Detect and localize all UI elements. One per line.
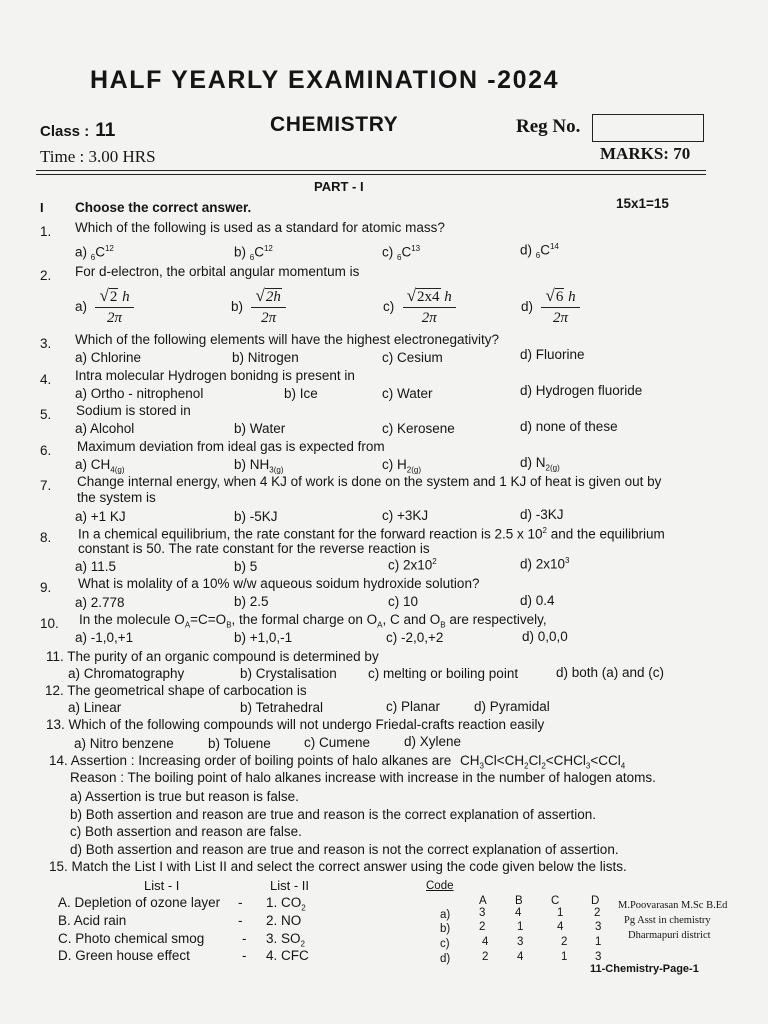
code-col-b: B	[515, 895, 523, 907]
list2-item-2: 2. NO	[266, 913, 302, 928]
code-cell: 3	[595, 951, 602, 963]
q6-option-b: b) $NH_{3(g)}$	[234, 457, 284, 475]
q4-option-c: c) Water	[382, 386, 433, 401]
q4-option-a: a) Ortho - nitrophenol	[75, 386, 204, 401]
class-label: Class :	[40, 123, 90, 140]
q13-option-a: a) Nitro benzene	[74, 736, 174, 751]
header-divider-thin	[36, 174, 706, 175]
q7-option-b: b) -5KJ	[234, 509, 278, 524]
list2-item-3: 3. $SO_2$	[266, 931, 305, 949]
q1-option-c: c) $_6C^{13}$	[382, 244, 421, 263]
code-cell: 4	[482, 936, 489, 948]
reg-no-label: Reg No.	[516, 116, 581, 137]
q1-option-d: d) $_6C^{14}$	[520, 242, 559, 261]
code-cell: 2	[561, 936, 568, 948]
q8-option-b: b) 5	[234, 559, 258, 574]
q2-option-c: c) $\frac{√2x4 h}{2\pi}$	[383, 286, 456, 328]
question-13-text: 13. Which of the following compounds will not undergo Friedal-crafts reaction easily	[46, 717, 545, 732]
q14-option-c: c) Both assertion and reason are false.	[70, 824, 302, 839]
code-col-c: C	[551, 895, 560, 907]
question-number: 2.	[40, 268, 52, 283]
q11-option-b: b) Crystalisation	[240, 666, 337, 681]
subject-title: CHEMISTRY	[270, 113, 399, 136]
q9-option-a: a) 2.778	[75, 595, 125, 610]
question-2-text: For d-electron, the orbital angular momentum is	[75, 264, 360, 279]
question-14-reason: Reason : The boiling point of halo alkanes increase with increase in the number of halogen atoms.	[70, 770, 656, 785]
code-cell: 3	[595, 921, 602, 933]
code-cell: 1	[517, 921, 524, 933]
code-header: Code	[426, 880, 454, 892]
question-number: 4.	[40, 372, 52, 387]
part-heading: PART - I	[314, 179, 364, 194]
q13-option-d: d) Xylene	[404, 734, 462, 749]
q6-option-d: d) $N_{2(g)}$	[520, 455, 560, 473]
code-cell: 1	[561, 951, 568, 963]
question-number: 5.	[40, 407, 52, 422]
code-cell: 2	[594, 907, 601, 919]
q5-option-a: a) Alcohol	[75, 421, 135, 436]
code-cell: 3	[517, 936, 524, 948]
code-row-label: d)	[440, 953, 451, 965]
author-title: Pg Asst in chemistry	[624, 915, 711, 926]
section-instruction: Choose the correct answer.	[75, 200, 252, 215]
question-number: 6.	[40, 443, 52, 458]
reg-no-box[interactable]	[592, 114, 704, 142]
question-5-text: Sodium is stored in	[76, 403, 191, 418]
question-8-text: In a chemical equilibrium, the rate constant for the forward reaction is 2.5 x $10^2$ and the equilibrium	[78, 526, 665, 542]
question-11-text: 11. The purity of an organic compound is determined by	[46, 649, 379, 664]
q5-option-c: c) Kerosene	[382, 421, 455, 436]
list2-item-1: 1. $CO_2$	[266, 895, 306, 913]
class-field	[40, 120, 115, 142]
q6-option-c: c) $H_{2(g)}$	[382, 457, 421, 475]
header-divider	[36, 170, 706, 171]
section-marks: 15x1=15	[616, 196, 669, 211]
question-14-assertion: 14. Assertion : Increasing order of boiling points of halo alkanes are $CH_3Cl<CH_2Cl_2<CHCl_3<CCl_4$	[49, 753, 626, 771]
q10-option-b: b) +1,0,-1	[234, 630, 293, 645]
list-dash: -	[242, 931, 247, 946]
time-label: Time : 3.00 HRS	[40, 147, 156, 166]
q1-option-b: b) $_6C^{12}$	[234, 244, 273, 263]
q12-option-a: a) Linear	[68, 700, 122, 715]
list-dash: -	[238, 913, 243, 928]
code-cell: 3	[479, 907, 486, 919]
q14-option-d: d) Both assertion and reason are true and reason is not the correct explanation of assertion.	[70, 842, 619, 857]
author-district: Dharmapuri district	[628, 930, 711, 941]
q3-option-c: c) Cesium	[382, 350, 443, 365]
q8-option-d: d) $2x10^3$	[520, 556, 570, 572]
code-row-label: c)	[440, 938, 450, 950]
question-number: 3.	[40, 336, 52, 351]
question-12-text: 12. The geometrical shape of carbocation is	[45, 683, 307, 698]
list-dash: -	[242, 948, 247, 963]
q14-formula: $CH_3Cl<CH_2Cl_2<CHCl_3<CCl_4$	[460, 753, 626, 771]
question-number: 9.	[40, 580, 52, 595]
question-3-text: Which of the following elements will have the highest electronegativity?	[75, 332, 499, 347]
code-cell: 4	[517, 951, 524, 963]
list2-item-4: 4. CFC	[266, 948, 309, 963]
q13-option-b: b) Toluene	[208, 736, 271, 751]
question-15-text: 15. Match the List I with List II and select the correct answer using the code given below the lists.	[49, 859, 627, 874]
class-value: 11	[95, 120, 116, 141]
marks-label: MARKS: 70	[600, 144, 691, 163]
q3-option-b: b) Nitrogen	[232, 350, 299, 365]
list1-header: List - I	[144, 878, 180, 893]
q2-option-a: a) $\frac{√2 h}{2\pi}$	[75, 286, 134, 328]
q11-option-a: a) Chromatography	[68, 666, 185, 681]
code-cell: 1	[557, 907, 564, 919]
question-number: 7.	[40, 478, 52, 493]
question-1-text: Which of the following is used as a standard for atomic mass?	[75, 220, 445, 235]
question-4-text: Intra molecular Hydrogen bonidng is present in	[75, 368, 355, 383]
section-number: I	[40, 200, 44, 215]
question-7-text-cont: the system is	[77, 490, 156, 505]
q11-option-c: c) melting or boiling point	[368, 666, 519, 681]
question-8-text-cont: constant is 50. The rate constant for the reverse reaction is	[78, 541, 430, 556]
q3-option-a: a) Chlorine	[75, 350, 142, 365]
q14-option-a: a) Assertion is true but reason is false.	[70, 789, 299, 804]
q10-option-a: a) -1,0,+1	[75, 630, 134, 645]
q11-option-d: d) both (a) and (c)	[556, 665, 665, 680]
list-dash: -	[238, 895, 243, 910]
code-cell: 2	[479, 921, 486, 933]
q7-option-d: d) -3KJ	[520, 507, 564, 522]
q4-option-d: d) Hydrogen fluoride	[520, 383, 643, 398]
q8-option-c: c) $2x10^2$	[388, 557, 437, 573]
author-name: M.Poovarasan M.Sc B.Ed	[618, 900, 728, 911]
code-cell: 4	[557, 921, 564, 933]
question-9-text: What is molality of a 10% w/w aqueous soidum hydroxide solution?	[78, 576, 480, 591]
q5-option-b: b) Water	[234, 421, 286, 436]
question-7-text: Change internal energy, when 4 KJ of work is done on the system and 1 KJ of heat is given out by	[77, 474, 662, 489]
page-footer: 11-Chemistry-Page-1	[590, 963, 699, 975]
q12-option-c: c) Planar	[386, 699, 441, 714]
q13-option-c: c) Cumene	[304, 735, 371, 750]
code-col-a: A	[479, 895, 487, 907]
q14-option-b: b) Both assertion and reason are true and reason is the correct explanation of assertion.	[70, 807, 597, 822]
code-cell: 2	[482, 951, 489, 963]
q6-option-a: a) $CH_{4(g)}$	[75, 457, 125, 475]
list1-item-a: A. Depletion of ozone layer	[58, 895, 221, 910]
list1-item-b: B. Acid rain	[58, 913, 127, 928]
list2-header: List - II	[270, 878, 310, 893]
q4-option-b: b) Ice	[284, 386, 318, 401]
q12-option-b: b) Tetrahedral	[240, 700, 324, 715]
q7-option-c: c) +3KJ	[382, 508, 429, 523]
list1-item-c: C. Photo chemical smog	[58, 931, 205, 946]
question-number: 10.	[40, 616, 59, 631]
exam-title: HALF YEARLY EXAMINATION -2024	[90, 66, 560, 94]
q2-option-b: b) $\frac{√2h}{2\pi}$	[231, 286, 286, 328]
q9-option-c: c) 10	[388, 594, 419, 609]
code-row-label: a)	[440, 909, 451, 921]
q9-option-d: d) 0.4	[520, 593, 555, 608]
list1-item-d: D. Green house effect	[58, 948, 190, 963]
question-number: 1.	[40, 224, 52, 239]
code-cell: 4	[515, 907, 522, 919]
q10-option-d: d) 0,0,0	[522, 629, 568, 644]
q5-option-d: d) none of these	[520, 419, 618, 434]
question-number: 8.	[40, 530, 52, 545]
q12-option-d: d) Pyramidal	[474, 699, 550, 714]
q3-option-d: d) Fluorine	[520, 347, 585, 362]
code-row-label: b)	[440, 923, 451, 935]
code-col-d: D	[591, 895, 600, 907]
question-10-text: In the molecule $O_A=C=O_B$, the formal charge on $O_A$, C and $O_B$ are respectively,	[79, 612, 547, 630]
q9-option-b: b) 2.5	[234, 594, 269, 609]
q10-option-c: c) -2,0,+2	[386, 630, 444, 645]
q8-option-a: a) 11.5	[75, 559, 117, 574]
code-cell: 1	[595, 936, 602, 948]
q7-option-a: a) +1 KJ	[75, 509, 126, 524]
question-6-text: Maximum deviation from ideal gas is expected from	[77, 439, 385, 454]
q2-option-d: d) $\frac{√6 h}{2\pi}$	[521, 286, 580, 328]
q1-option-a: a) $_6C^{12}$	[75, 244, 114, 263]
